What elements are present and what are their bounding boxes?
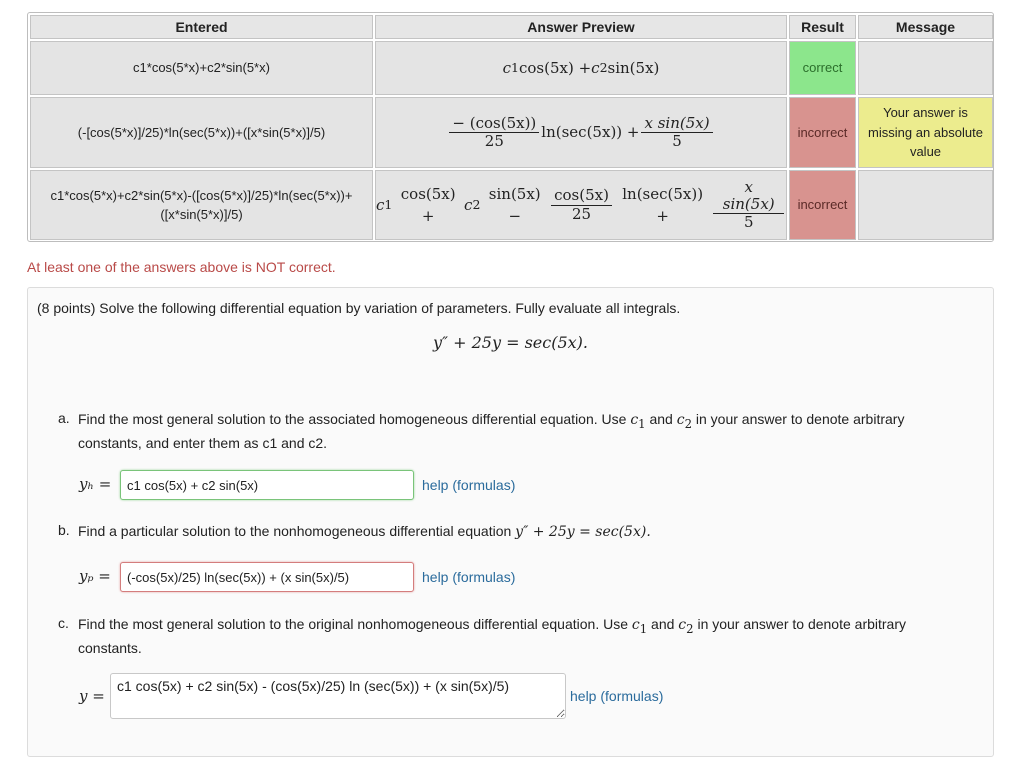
table-row-3-entered: c1*cos(5*x)+c2*sin(5*x)-([cos(5*x)]/25)*ln(sec(5*x))+([x*sin(5*x)]/5) xyxy=(30,170,373,240)
c2-symbol: c xyxy=(591,58,600,77)
fraction-numerator: cos(5x) xyxy=(551,187,612,205)
column-header-answer-preview: Answer Preview xyxy=(375,15,787,39)
table-row-2-preview xyxy=(375,97,787,168)
fraction-denominator: 25 xyxy=(484,132,504,150)
c1-subscript: 1 xyxy=(638,416,646,431)
help-formulas-link-c[interactable]: help (formulas) xyxy=(570,688,664,704)
part-c-text-1: Find the most general solution to the original nonhomogeneous differential equation. Use xyxy=(78,616,632,632)
yp-answer-input[interactable] xyxy=(120,562,414,592)
preview-term: cos(5x) + xyxy=(518,58,592,77)
fraction-numerator: x sin(5x) xyxy=(641,115,712,133)
fraction-numerator: x sin(5x) xyxy=(713,179,784,215)
c1-symbol: c xyxy=(631,617,640,633)
c1-symbol: c xyxy=(630,412,639,428)
fraction xyxy=(713,179,784,232)
preview-term: ln(sec(5x)) + xyxy=(622,184,704,225)
fraction-numerator: − (cos(5x)) xyxy=(449,115,539,133)
c2-subscript: 2 xyxy=(599,59,608,75)
preview-term: sin(5x) xyxy=(607,58,660,77)
table-row-1-message xyxy=(858,41,993,95)
c1-symbol: c xyxy=(502,58,512,77)
c1-symbol: c xyxy=(376,195,385,214)
part-a-letter: a. xyxy=(58,410,70,426)
c1-subscript: 1 xyxy=(511,59,519,75)
part-b-letter: b. xyxy=(58,522,70,538)
answer-results-table xyxy=(27,12,994,242)
preview-term: sin(5x) − xyxy=(488,184,541,225)
fraction xyxy=(449,115,539,151)
part-a-text xyxy=(78,409,948,454)
yp-label: yₚ = xyxy=(79,567,111,585)
yh-answer-input[interactable] xyxy=(120,470,414,500)
fraction-denominator: 25 xyxy=(571,204,592,223)
part-c-text-2: in your answer to denote arbitrary constants. xyxy=(78,616,907,657)
fraction xyxy=(551,187,612,223)
table-row-3-message xyxy=(858,170,993,240)
problem-equation: y″ + 25y = sec(5x). xyxy=(433,333,588,352)
part-b-text-1: Find a particular solution to the nonhomogeneous differential equation xyxy=(78,523,516,539)
table-row-1-entered: c1*cos(5*x)+c2*sin(5*x) xyxy=(30,41,373,95)
c2-subscript: 2 xyxy=(686,621,694,636)
fraction-denominator: 5 xyxy=(672,132,682,150)
yh-label: yₕ = xyxy=(79,475,112,493)
c1-subscript: 1 xyxy=(639,621,648,636)
status-message: At least one of the answers above is NOT correct. xyxy=(27,259,336,275)
c2-symbol: c xyxy=(678,617,687,633)
column-header-message: Message xyxy=(858,15,993,39)
preview-term: ln(sec(5x)) + xyxy=(541,123,640,142)
table-row-2-result: incorrect xyxy=(789,97,856,168)
part-b-equation: y″ + 25y = sec(5x). xyxy=(515,524,651,540)
table-row-2-entered: (-[cos(5*x)]/25)*ln(sec(5*x))+([x*sin(5*x)]/5) xyxy=(30,97,373,168)
help-formulas-link-a[interactable]: help (formulas) xyxy=(422,477,516,493)
fraction xyxy=(641,115,712,151)
and-word: and xyxy=(645,411,677,427)
table-row-3-preview xyxy=(375,170,787,240)
table-row-2-message: Your answer is missing an absolute value xyxy=(858,97,993,168)
part-b-text xyxy=(78,521,948,543)
problem-intro: (8 points) Solve the following differential equation by variation of parameters. Fully evaluate all integrals. xyxy=(37,300,681,316)
column-header-entered: Entered xyxy=(30,15,373,39)
part-c-letter: c. xyxy=(58,615,69,631)
part-a-text-2: in your answer to denote arbitrary constants, and enter them as c1 and c2. xyxy=(78,411,905,452)
c2-symbol: c xyxy=(676,412,685,428)
table-row-1-result: correct xyxy=(789,41,856,95)
preview-term: cos(5x) + xyxy=(400,184,456,225)
part-a-text-1: Find the most general solution to the associated homogeneous differential equation. Use xyxy=(78,411,631,427)
problem-box xyxy=(27,287,994,757)
table-row-3-result: incorrect xyxy=(789,170,856,240)
help-formulas-link-b[interactable]: help (formulas) xyxy=(422,569,516,585)
y-answer-textarea[interactable] xyxy=(110,673,566,719)
fraction-denominator: 5 xyxy=(743,213,754,232)
c2-subscript: 2 xyxy=(684,416,692,431)
c1-subscript: 1 xyxy=(384,196,393,212)
c2-symbol: c xyxy=(464,195,473,214)
part-c-text xyxy=(78,614,948,659)
and-word: and xyxy=(647,616,679,632)
y-label: y = xyxy=(79,687,105,705)
c2-subscript: 2 xyxy=(472,196,481,212)
table-row-1-preview xyxy=(375,41,787,95)
column-header-result: Result xyxy=(789,15,856,39)
